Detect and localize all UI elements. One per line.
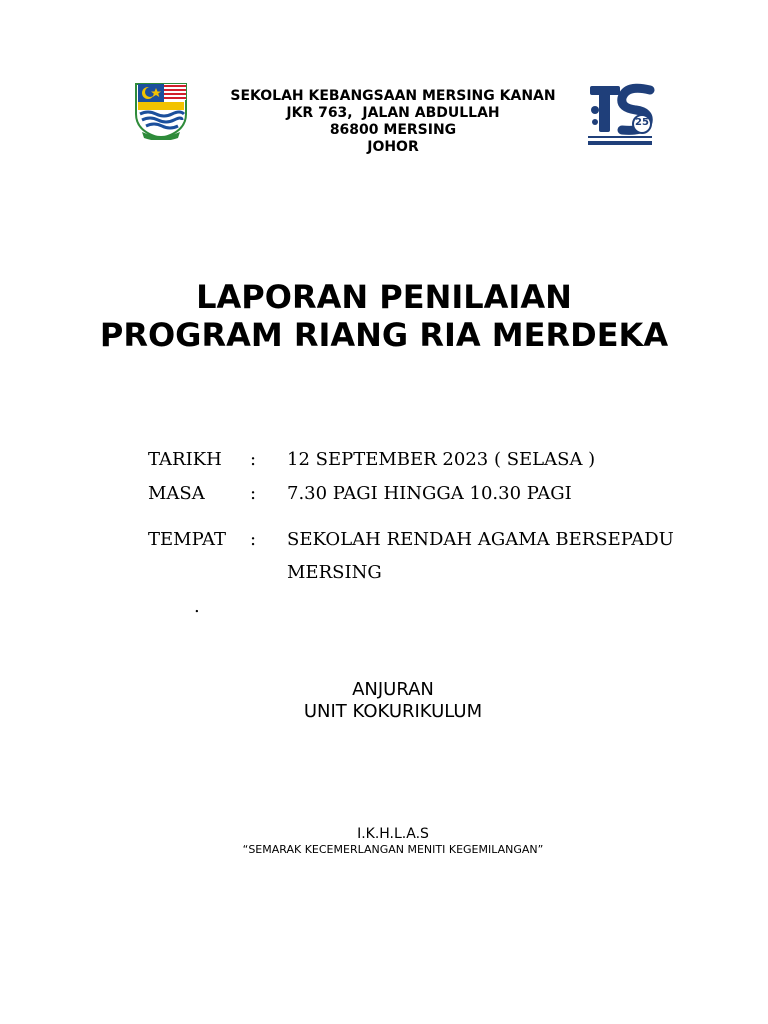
address-line-2: 86800 MERSING	[329, 122, 457, 138]
ts25-logo-text: 25	[635, 117, 649, 128]
organizer-unit: UNIT KOKURIKULUM	[303, 701, 483, 722]
venue-value-line-2: MERSING	[287, 562, 382, 583]
title-line-1: LAPORAN PENILAIAN	[196, 278, 572, 316]
report-title	[0, 278, 768, 354]
ts25-logo	[586, 80, 656, 148]
time-value: 7.30 PAGI HINGGA 10.30 PAGI	[287, 483, 572, 504]
school-crest-logo	[132, 78, 190, 140]
school-name: SEKOLAH KEBANGSAAN MERSING KANAN	[230, 88, 556, 104]
date-label: TARIKH	[148, 449, 222, 470]
stray-dot: .	[194, 596, 200, 617]
date-value: 12 SEPTEMBER 2023 ( SELASA )	[287, 449, 596, 470]
school-address-block	[200, 88, 586, 156]
date-separator: :	[250, 449, 257, 470]
venue-separator: :	[250, 529, 257, 550]
time-label: MASA	[148, 483, 205, 504]
venue-value: SEKOLAH RENDAH AGAMA BERSEPADU	[287, 529, 674, 550]
school-motto: I.K.H.L.A.S	[357, 826, 429, 842]
time-separator: :	[250, 483, 257, 504]
venue-label: TEMPAT	[148, 529, 227, 550]
organizer-heading: ANJURAN	[352, 679, 434, 700]
school-slogan: “SEMARAK KECEMERLANGAN MENITI KEGEMILANGAN”	[242, 843, 544, 856]
title-line-2: PROGRAM RIANG RIA MERDEKA	[99, 316, 669, 354]
organizer-block	[0, 679, 768, 723]
address-line-1: JKR 763, JALAN ABDULLAH	[286, 105, 500, 121]
address-line-3: JOHOR	[367, 139, 419, 155]
